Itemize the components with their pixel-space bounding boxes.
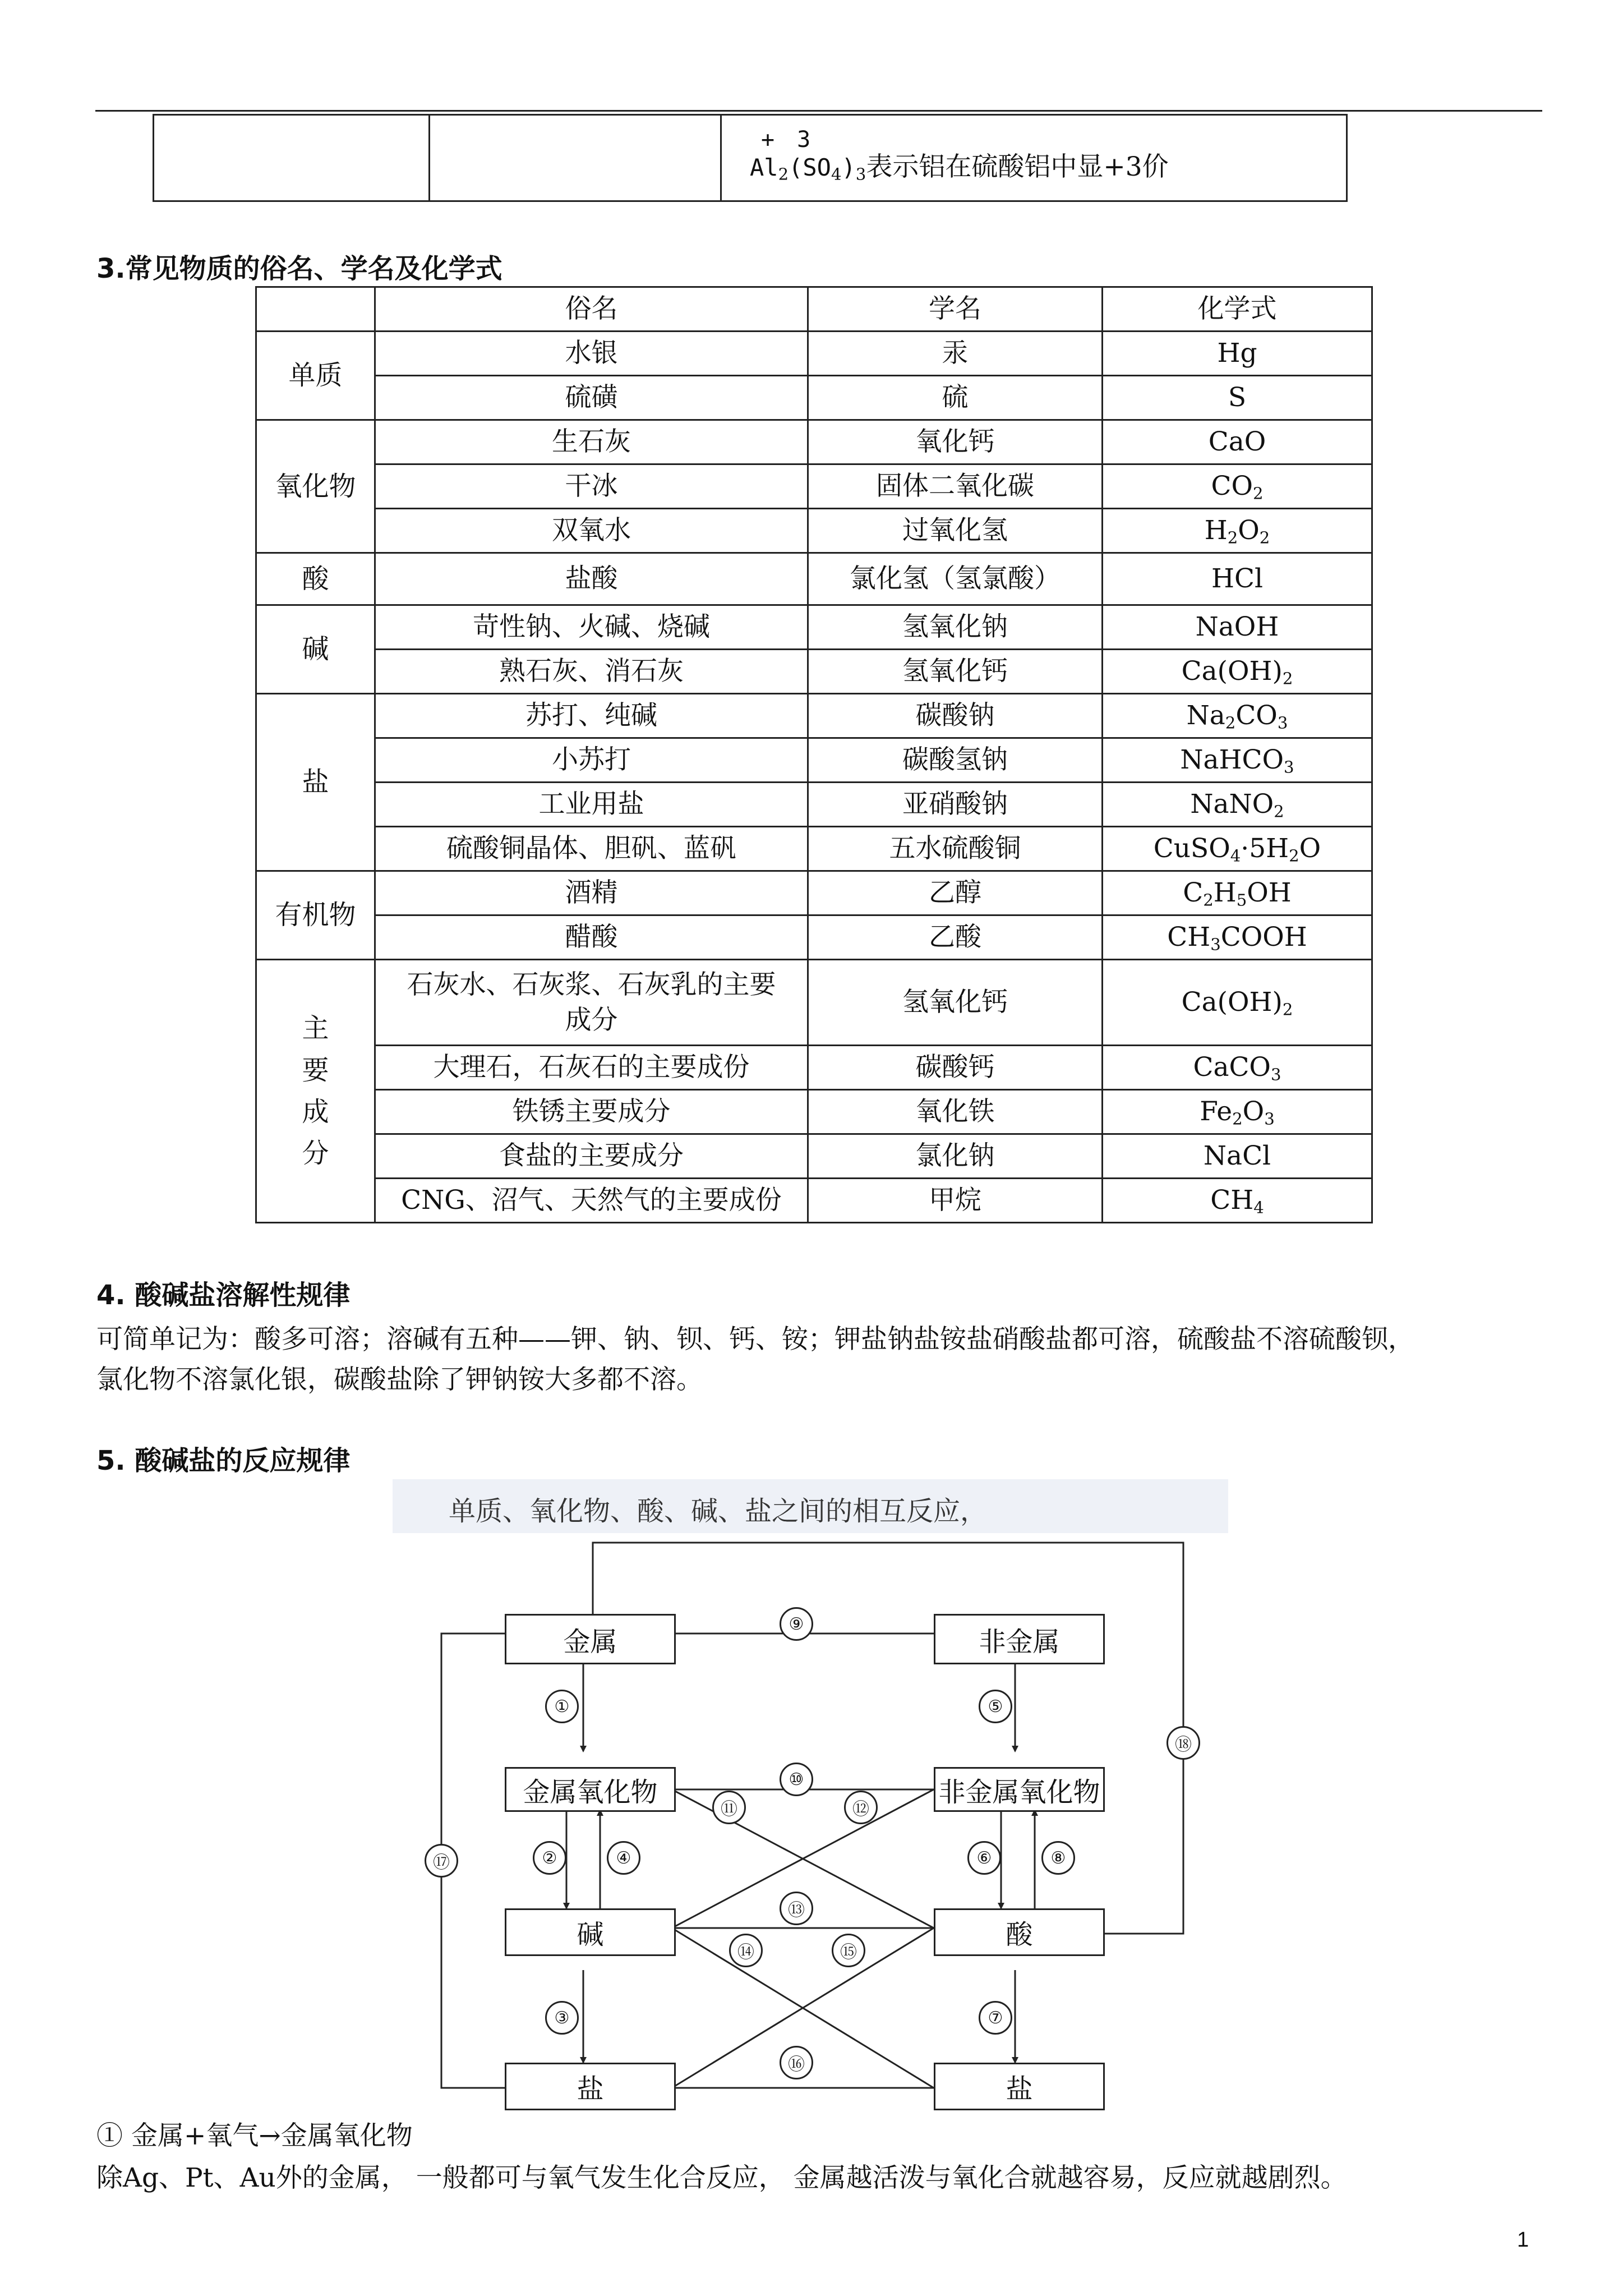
reaction-label-13: ⑬	[780, 1892, 813, 1925]
reaction-label-2: ②	[533, 1841, 566, 1875]
rule1-title: ① 金属+氧气→金属氧化物	[96, 2120, 413, 2151]
diagram-caption: 单质、氧化物、酸、碱、盐之间的相互反应，	[449, 1496, 988, 1527]
rule1-text: 除Ag、Pt、Au外的金属， 一般都可与氧气发生化合反应， 金属越活泼与氧化合就越容易，反应就越剧烈。	[96, 2162, 1347, 2193]
formula-cell: NaHCO$_3$	[1103, 738, 1372, 783]
reaction-label-15: ⑮	[832, 1934, 865, 1967]
category-organic: 有机物	[256, 871, 375, 960]
reaction-diagram	[393, 1479, 1228, 2105]
valence-table-fragment	[153, 114, 1348, 202]
table-row: 硫酸铜晶体、胆矾、蓝矾 五水硫酸铜 $CuSO_4\cdot 5H_2O$	[256, 827, 1372, 871]
table-row: 食盐的主要成分 氯化钠 NaCl	[256, 1134, 1372, 1179]
formula-cell: $CH_3COOH$	[1103, 915, 1372, 960]
formula-cell: $Ca(OH)_2$	[1103, 960, 1372, 1046]
table-row: 双氧水 过氧化氢 $H_2O_2$	[256, 509, 1372, 553]
node-base: 碱	[505, 1908, 676, 1956]
table-row: 单质 水银 汞 Hg	[256, 332, 1372, 376]
node-nonmetal-oxide: 非金属氧化物	[934, 1767, 1105, 1812]
category-oxide: 氧化物	[256, 420, 375, 553]
formula-cell: $Ca(OH)_2$	[1103, 650, 1372, 694]
reaction-label-7: ⑦	[979, 2001, 1012, 2035]
substance-name-table	[255, 286, 1373, 1223]
category-base: 碱	[256, 605, 375, 694]
reaction-label-5: ⑤	[979, 1690, 1012, 1723]
node-salt-right: 盐	[934, 2063, 1105, 2110]
table-row: 小苏打 碳酸氢钠 NaHCO$_3$	[256, 738, 1372, 783]
formula-cell: NaNO$_2$	[1103, 783, 1372, 827]
reaction-label-11: ⑪	[712, 1791, 746, 1824]
table-row: 主 要 成 分 石灰水、石灰浆、石灰乳的主要 成分 氢氧化钙 $Ca(OH)_2$	[256, 960, 1372, 1046]
formula-cell: $CO_2$	[1103, 464, 1372, 509]
category-acid: 酸	[256, 553, 375, 605]
table-row: 有机物 酒精 乙醇 $C_2H_5OH$	[256, 871, 1372, 915]
formula-cell: CaCO$_3$	[1103, 1046, 1372, 1090]
table-row: 工业用盐 亚硝酸钠 NaNO$_2$	[256, 783, 1372, 827]
table-row: 干冰 固体二氧化碳 $CO_2$	[256, 464, 1372, 509]
header-formula: 化学式	[1103, 287, 1372, 332]
reaction-label-14: ⑭	[729, 1934, 763, 1967]
header-blank	[256, 287, 375, 332]
reaction-label-3: ③	[545, 2001, 579, 2035]
valence-mark: + 3	[761, 127, 815, 153]
table-row: 氧化物 生石灰 氧化钙 CaO	[256, 420, 1372, 464]
reaction-label-9: ⑨	[780, 1607, 813, 1641]
table-row: 大理石，石灰石的主要成份 碳酸钙 CaCO$_3$	[256, 1046, 1372, 1090]
node-salt-left: 盐	[505, 2063, 676, 2110]
section4-line2: 氯化物不溶氯化银，碳酸盐除了钾钠铵大多都不溶。	[96, 1364, 703, 1395]
reaction-label-10: ⑩	[780, 1763, 813, 1796]
reaction-label-4: ④	[607, 1841, 640, 1875]
header-rule	[95, 110, 1542, 112]
formula-cell: $Fe_2O_3$	[1103, 1090, 1372, 1134]
category-elemental: 单质	[256, 332, 375, 420]
reaction-label-18: ⑱	[1166, 1726, 1200, 1760]
formula-cell: $H_2O_2$	[1103, 509, 1372, 553]
node-metal: 金属	[505, 1614, 676, 1664]
section4-line1: 可简单记为：酸多可溶；溶碱有五种——钾、钠、钡、钙、铵；钾盐钠盐铵盐硝酸盐都可溶，硫酸盐不溶硫酸钡，	[96, 1324, 1414, 1355]
reaction-label-17: ⑰	[425, 1844, 458, 1878]
table-row: 熟石灰、消石灰 氢氧化钙 $Ca(OH)_2$	[256, 650, 1372, 694]
node-acid: 酸	[934, 1908, 1105, 1956]
reaction-label-12: ⑫	[844, 1791, 878, 1824]
valence-example-cell	[721, 115, 1347, 201]
table-row: CNG、沼气、天然气的主要成份 甲烷 $CH_4$	[256, 1179, 1372, 1223]
formula-cell: $CH_4$	[1103, 1179, 1372, 1223]
section3-title: 3.常见物质的俗名、学名及化学式	[96, 253, 502, 284]
reaction-label-16: ⑯	[780, 2046, 813, 2079]
section5-title: 5. 酸碱盐的反应规律	[96, 1445, 351, 1476]
reaction-label-8: ⑧	[1041, 1841, 1075, 1875]
table-row: 酸 盐酸 氯化氢（氢氯酸） HCl	[256, 553, 1372, 605]
table-row: 醋酸 乙酸 $CH_3COOH$	[256, 915, 1372, 960]
node-metal-oxide: 金属氧化物	[505, 1767, 676, 1812]
table-row: 盐 苏打、纯碱 碳酸钠 $Na_2CO_3$	[256, 694, 1372, 738]
empty-cell	[154, 115, 430, 201]
table-row: 铁锈主要成分 氧化铁 $Fe_2O_3$	[256, 1090, 1372, 1134]
page-number: 1	[1517, 2228, 1529, 2252]
section4-title: 4. 酸碱盐溶解性规律	[96, 1280, 351, 1311]
formula-cell: $CuSO_4\cdot 5H_2O$	[1103, 827, 1372, 871]
category-salt: 盐	[256, 694, 375, 871]
node-nonmetal: 非金属	[934, 1614, 1105, 1664]
header-scientific-name: 学名	[808, 287, 1103, 332]
empty-cell	[430, 115, 721, 201]
table-header-row	[256, 287, 1372, 332]
table-row: 碱 苛性钠、火碱、烧碱 氢氧化钠 NaOH	[256, 605, 1372, 650]
category-main-component: 主 要 成 分	[256, 960, 375, 1223]
formula-cell: $Na_2CO_3$	[1103, 694, 1372, 738]
valence-formula: $Al_2(SO_4)_3$表示铝在硫酸铝中显+3价	[750, 151, 1169, 184]
table-row: 硫磺 硫 S	[256, 376, 1372, 420]
reaction-label-1: ①	[545, 1690, 579, 1723]
header-common-name: 俗名	[375, 287, 808, 332]
formula-cell: $C_2H_5OH$	[1103, 871, 1372, 915]
reaction-label-6: ⑥	[967, 1841, 1001, 1875]
